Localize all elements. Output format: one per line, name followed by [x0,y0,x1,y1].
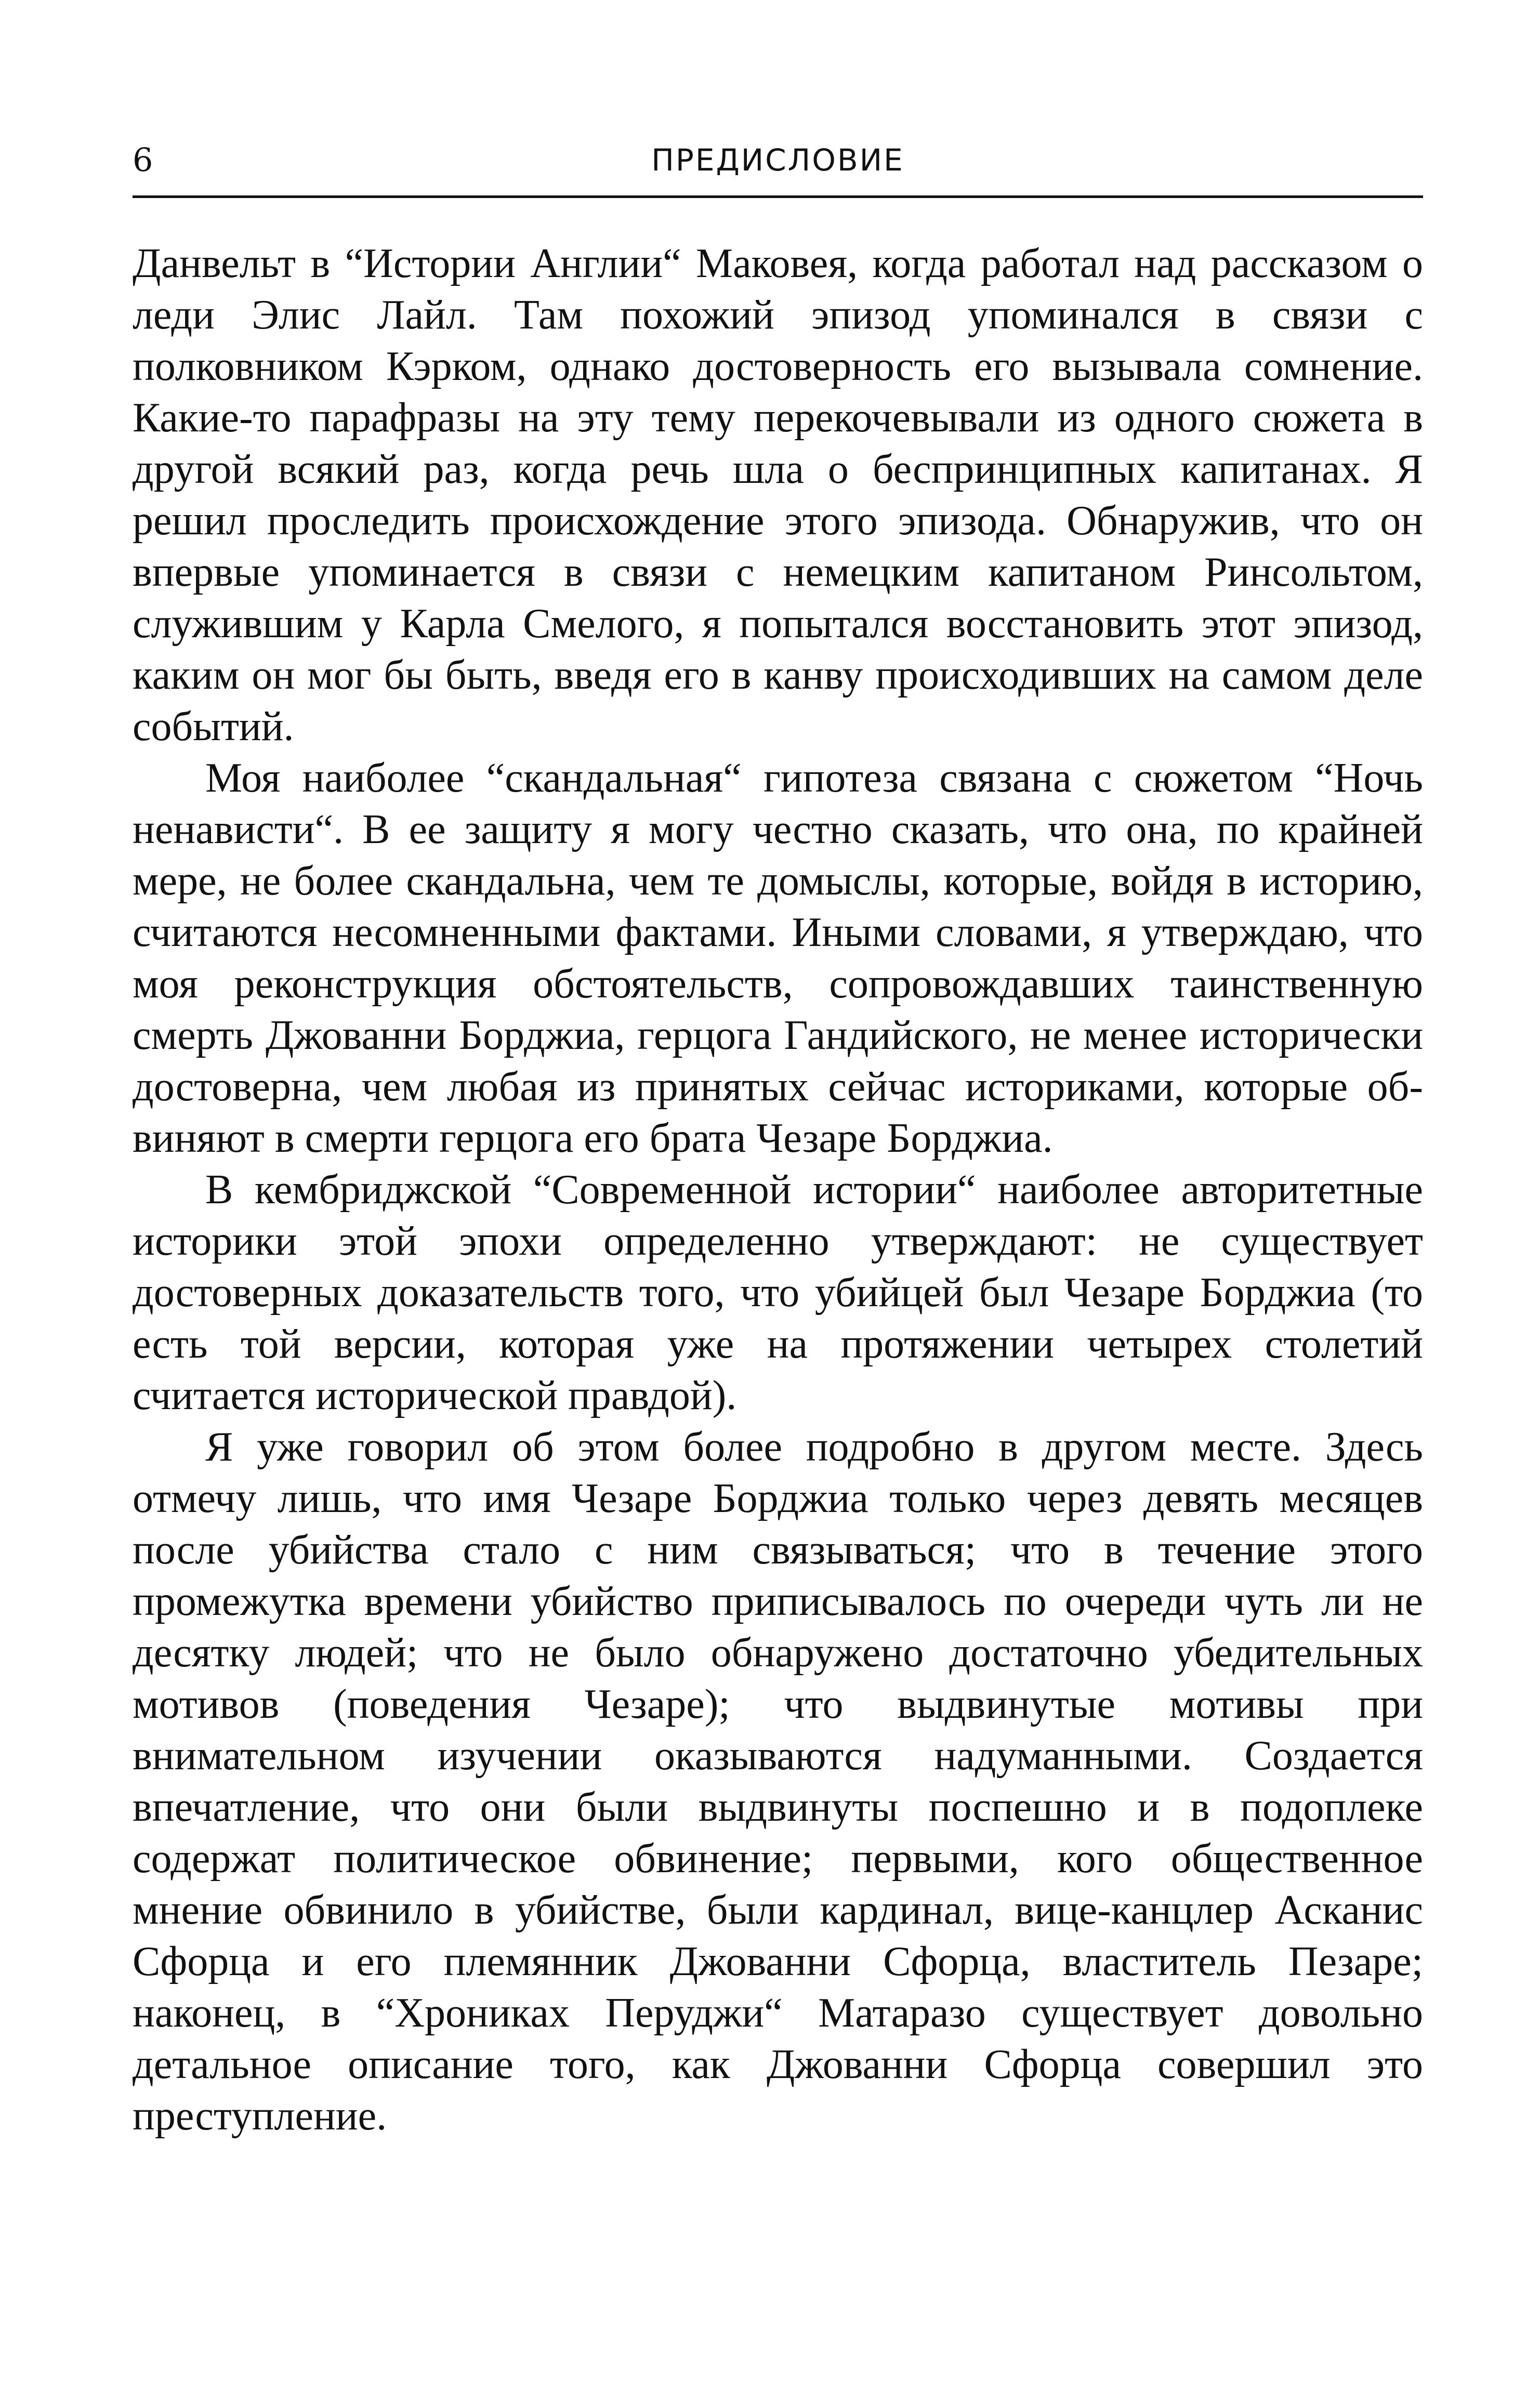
paragraph: Моя наиболее “скандальная“ гипотеза связана с сюжетом “Ночь ненависти“. В ее защиту я могу честно сказать, что она, по крайней мере, не более скандальна, чем те домыслы, которые, войдя в историю, считаются несомненными фактами. Иными словами, я утверждаю, что моя реконструкция обстоятельств, сопровождавших таинственную смерть Джованни Борджиа, герцога Гандийского, не менее исторически достоверна, чем любая из принятых сейчас историками, которые обвиняют в смерти герцога его брата Чезаре Борджиа. [133,755,1423,1161]
running-head [133,139,1423,181]
page-number: 6 [133,141,153,179]
body-text [133,238,1423,2142]
paragraph: Данвельт в “Истории Англии“ Маковея, когда работал над рассказом о леди Элис Лайл. Там похожий эпизод упоминался в связи с полковником Кэрком, однако достоверность его вызывала сомнение. Какие-то парафразы на эту тему перекочевывали из одного сюжета в другой всякий раз, когда речь шла о беспринципных капитанах. Я решил проследить происхождение этого эпизода. Обнаружив, что он впервые упоминается в связи с немецким капитаном Ринсольтом, служившим у Карла Смелого, я попытался восстановить этот эпизод, каким он мог бы быть, введя его в канву происходивших на самом деле событий. [133,241,1423,750]
paragraph: Я уже говорил об этом более подробно в другом месте. Здесь отмечу лишь, что имя Чезаре Борджиа только через девять месяцев после убийства стало с ним связываться; что в течение этого промежутка времени убийство приписывалось по очереди чуть ли не десятку людей; что не было обнаружено достаточно убедительных мотивов (поведения Чезаре); что выдвинутые мотивы при внимательном изучении оказываются надуманными. Создается впечатление, что они были выдвинуты поспешно и в подоплеке содержат политическое обвинение; первыми, кого общественное мнение обвинило в убийстве, были кардинал, вице-канцлер Асканис Сфорца и его племянник Джованни Сфорца, властитель Пезаре; наконец, в “Хрониках Перуджи“ Матаразо существует довольно детальное описание того, как Джованни Сфорца совершил это преступление. [133,1424,1423,2139]
header-rule [133,195,1423,198]
section-title: ПРЕДИСЛОВИЕ [651,142,904,178]
paragraph: В кембриджской “Современной истории“ наиболее авторитетные историки этой эпохи определенно утверждают: не существует достоверных доказательств того, что убийцей был Чезаре Борджиа (то есть той версии, которая уже на протяжении четырех столетий считается исторической правдой). [133,1167,1423,1418]
